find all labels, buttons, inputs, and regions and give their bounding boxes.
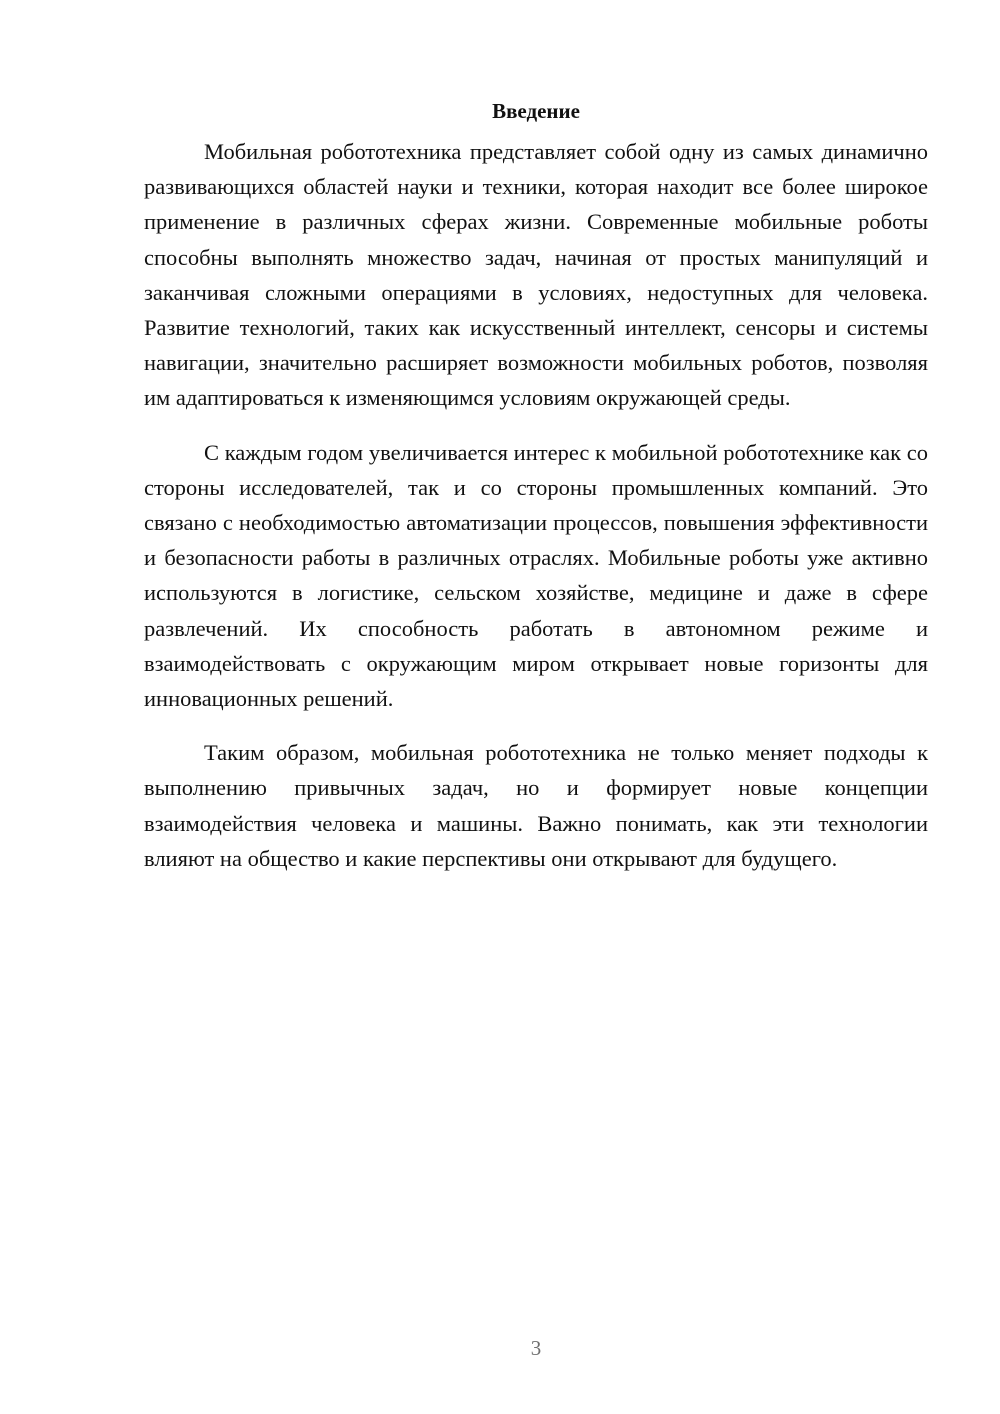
paragraph-1: Мобильная робототехника представляет собой одну из самых динамично развивающихся областей науки и техники, которая находит все более широкое применение в различных сферах жизни. Современные мобильные роботы способны выполнять множество задач, начиная от простых манипуляций и заканчивая сложными операциями в условиях, недоступных для человека. Развитие технологий, таких как искусственный интеллект, сенсоры и системы навигации, значительно расширяет возможности мобильных роботов, позволяя им адаптироваться к изменяющимся условиям окружающей среды. [144, 139, 928, 411]
section-title: Введение [492, 99, 580, 123]
paragraph-2: С каждым годом увеличивается интерес к мобильной робототехнике как со стороны исследователей, так и со стороны промышленных компаний. Это связано с необходимостью автоматизации процессов, повышения эффективности и безопасности работы в различных отраслях. Мобильные роботы уже активно используются в логистике, сельском хозяйстве, медицине и даже в сфере развлечений. Их способность работать в автономном режиме и взаимодействовать с окружающим миром открывает новые горизонты для инновационных решений. [144, 439, 928, 712]
page-content [144, 96, 928, 895]
page-number: 3 [530, 1336, 542, 1360]
paragraph-3: Таким образом, мобильная робототехника не только меняет подходы к выполнению привычных задач, но и формирует новые концепции взаимодействия человека и машины. Важно понимать, как эти технологии влияют на общество и какие перспективы они открывают для будущего. [144, 740, 928, 871]
